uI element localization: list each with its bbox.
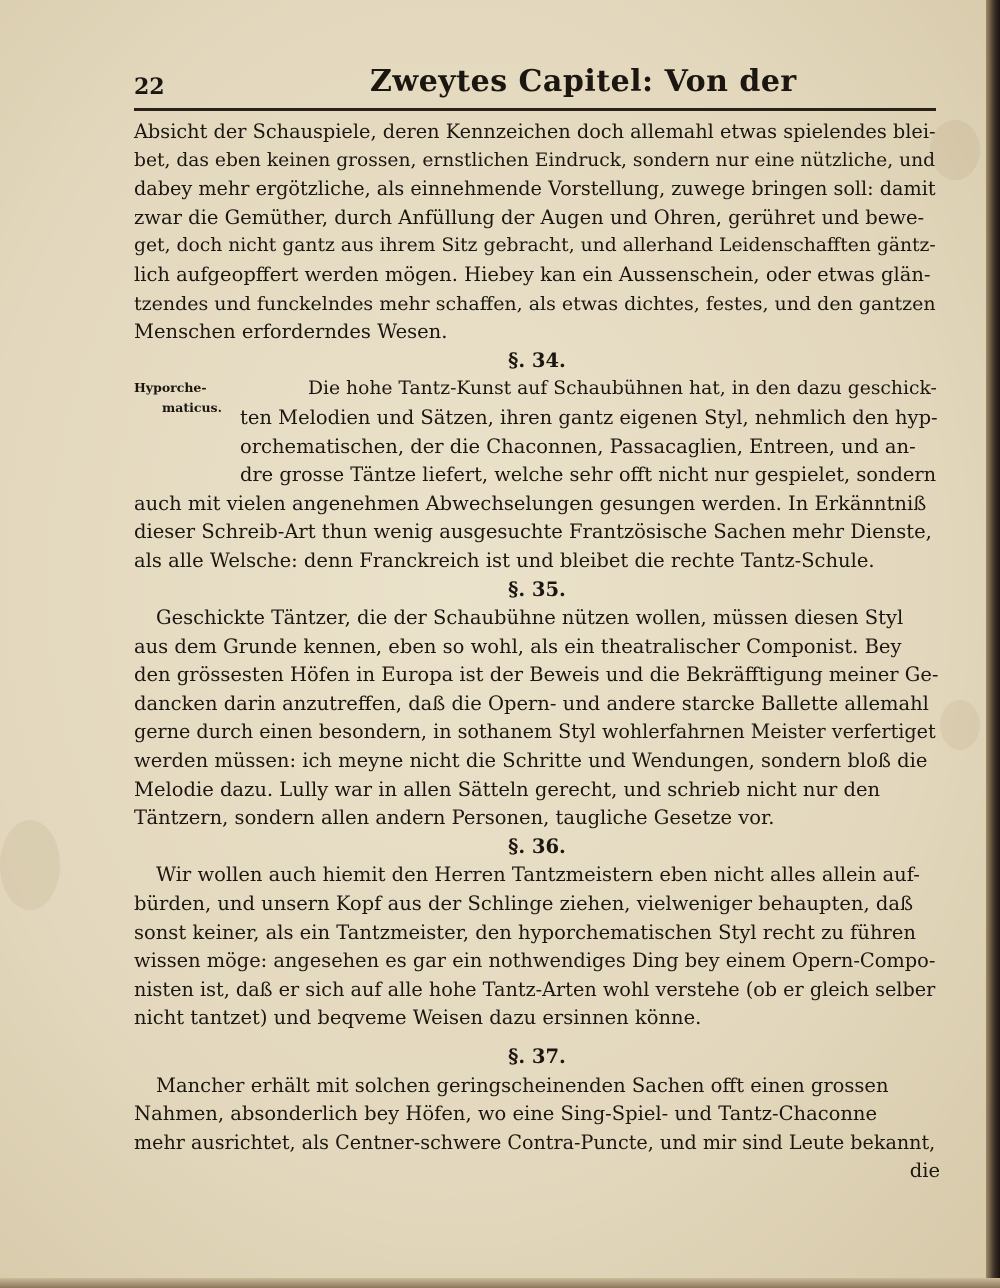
text-line: orchematischen, der die Chaconnen, Passacaglien, Entreen, und an- — [240, 434, 916, 458]
text-line: Wir wollen auch hiemit den Herren Tantzmeistern eben nicht alles allein auf- — [156, 863, 920, 887]
text-line: den grössesten Höfen in Europa ist der Beweis und die Bekräfftigung meiner Ge- — [134, 663, 939, 687]
section-heading: §. 37. — [508, 1045, 566, 1068]
text-line: mehr ausrichtet, als Centner-schwere Contra-Puncte, und mir sind Leute bekannt, — [134, 1130, 936, 1154]
text-line: tzendes und funckelndes mehr schaffen, als etwas dichtes, festes, und den gantzen — [134, 292, 936, 315]
marginal-note-line: Hyporche- — [134, 380, 207, 395]
body-text — [134, 118, 940, 1186]
text-line: nicht tantzet) und beqveme Weisen dazu ersinnen könne. — [134, 1006, 702, 1030]
paragraph — [134, 604, 940, 833]
text-line: Die hohe Tantz-Kunst auf Schaubühnen hat, in den dazu geschick- — [308, 378, 937, 400]
text-line: get, doch nicht gantz aus ihrem Sitz gebracht, und allerhand Leidenschafften gäntz- — [134, 235, 936, 257]
section-heading: §. 35. — [508, 577, 566, 601]
text-line: aus dem Grunde kennen, eben so wohl, als ein theatralischer Componist. Bey — [134, 634, 902, 658]
text-line: dre grosse Täntze liefert, welche sehr offt nicht nur gespielet, sondern — [240, 463, 937, 487]
paragraph — [134, 861, 940, 1033]
text-line: als alle Welsche: denn Franckreich ist und bleibet die rechte Tantz-Schule. — [134, 548, 875, 572]
text-line: Menschen erforderndes Wesen. — [134, 320, 448, 344]
paper-stain — [940, 700, 980, 750]
page-edge — [986, 0, 1000, 1288]
paragraph — [134, 375, 940, 575]
text-line: Geschickte Täntzer, die der Schaubühne nützen wollen, müssen diesen Styl — [156, 606, 904, 630]
paper-stain — [0, 820, 60, 910]
text-line: sonst keiner, als ein Tantzmeister, den hyporchematischen Styl recht zu führen — [134, 920, 916, 944]
text-line: ten Melodien und Sätzen, ihren gantz eigenen Styl, nehmlich den hyp- — [240, 405, 938, 429]
page-number: 22 — [134, 74, 165, 100]
page-header — [134, 64, 934, 110]
page-edge-bottom — [0, 1278, 1000, 1288]
header-rule — [134, 108, 936, 111]
text-line: bet, das eben keinen grossen, ernstlichen Eindruck, sondern nur eine nützliche, und — [134, 149, 936, 171]
section-heading: §. 36. — [508, 834, 566, 858]
text-line: gerne durch einen besondern, in sothanem Styl wohlerfahrnen Meister verfertiget — [134, 720, 936, 744]
marginal-note-line: maticus. — [162, 400, 222, 415]
text-line: zwar die Gemüther, durch Anfüllung der Augen und Ohren, gerühret und bewe- — [134, 205, 925, 229]
text-line: Täntzern, sondern allen andern Personen, taugliche Gesetze vor. — [134, 806, 775, 830]
text-line: bürden, und unsern Kopf aus der Schlinge ziehen, vielweniger behaupten, daß — [134, 892, 914, 916]
text-line: auch mit vielen angenehmen Abwechselungen gesungen werden. In Erkänntniß — [134, 491, 927, 515]
running-head: Zweytes Capitel: Von der — [370, 64, 797, 99]
text-line: Nahmen, absonderlich bey Höfen, wo eine Sing-Spiel- und Tantz-Chaconne — [134, 1102, 878, 1126]
text-line: wissen möge: angesehen es gar ein nothwendiges Ding bey einem Opern-Compo- — [134, 949, 936, 973]
text-line: dabey mehr ergötzliche, als einnehmende Vorstellung, zuwege bringen soll: damit — [134, 177, 936, 201]
paragraph — [134, 118, 940, 347]
text-line: Melodie dazu. Lully war in allen Sätteln gerecht, und schrieb nicht nur den — [134, 777, 881, 801]
section-heading: §. 34. — [508, 348, 566, 372]
text-line: dancken darin anzutreffen, daß die Opern- und andere starcke Ballette allemahl — [134, 691, 929, 715]
text-line: dieser Schreib-Art thun wenig ausgesuchte Frantzösische Sachen mehr Dienste, — [134, 520, 932, 544]
text-line: Mancher erhält mit solchen geringscheinenden Sachen offt einen grossen — [156, 1073, 889, 1097]
paragraph — [134, 1072, 940, 1158]
catchword: die — [909, 1159, 940, 1183]
text-line: nisten ist, daß er sich auf alle hohe Tantz-Arten wohl verstehe (ob er gleich selber — [134, 977, 936, 1001]
text-line: werden müssen: ich meyne nicht die Schritte und Wendungen, sondern bloß die — [134, 749, 928, 773]
text-line: Absicht der Schauspiele, deren Kennzeichen doch allemahl etwas spielendes blei- — [134, 120, 936, 143]
text-line: lich aufgeopffert werden mögen. Hiebey kan ein Aussenschein, oder etwas glän- — [134, 262, 931, 286]
